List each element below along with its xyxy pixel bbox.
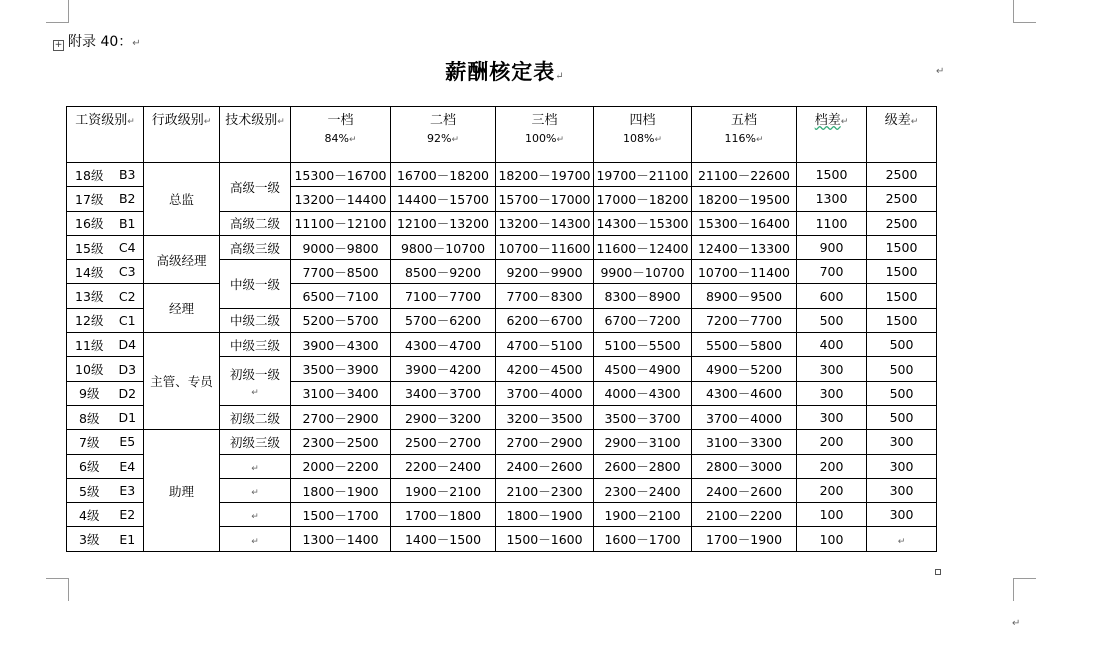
salary-level-cell: 12级: [67, 308, 112, 332]
step-diff-cell: 200: [797, 454, 867, 478]
grade-cell: 6700－7200: [594, 308, 692, 332]
level-diff-cell: ↵: [867, 527, 937, 551]
grade-cell: 2900－3100: [594, 430, 692, 454]
grade-cell: 15300－16400: [692, 211, 797, 235]
grade-cell: 1700－1800: [391, 503, 496, 527]
grade-cell: 7100－7700: [391, 284, 496, 308]
tech-level-cell: 初级一级 ↵: [220, 357, 291, 406]
grade-cell: 2500－2700: [391, 430, 496, 454]
grade-cell: 5500－5800: [692, 333, 797, 357]
level-code-cell: D3: [112, 357, 144, 381]
level-code-cell: E2: [112, 503, 144, 527]
crop-mark-top-right: [1013, 0, 1036, 23]
grade-cell: 2100－2300: [496, 478, 594, 502]
grade-cell: 5100－5500: [594, 333, 692, 357]
grade-cell: 7700－8500: [291, 260, 391, 284]
step-diff-cell: 400: [797, 333, 867, 357]
admin-level-cell: 经理: [144, 284, 220, 333]
grade-cell: 4200－4500: [496, 357, 594, 381]
salary-level-cell: 3级: [67, 527, 112, 551]
level-diff-cell: 1500: [867, 308, 937, 332]
salary-level-cell: 4级: [67, 503, 112, 527]
grade-cell: 14300－15300: [594, 211, 692, 235]
step-diff-cell: 900: [797, 235, 867, 259]
tech-level-cell: ↵: [220, 454, 291, 478]
header-grade-3: 三档 100%↵: [496, 107, 594, 163]
tech-level-cell: 中级三级: [220, 333, 291, 357]
level-code-cell: B2: [112, 187, 144, 211]
table-row: [67, 163, 937, 187]
crop-mark-bottom-left: [46, 578, 69, 601]
step-diff-cell: 200: [797, 478, 867, 502]
admin-level-cell: 高级经理: [144, 235, 220, 284]
grade-cell: 4900－5200: [692, 357, 797, 381]
level-diff-cell: 2500: [867, 187, 937, 211]
grade-cell: 1900－2100: [594, 503, 692, 527]
level-code-cell: B1: [112, 211, 144, 235]
tech-level-cell: ↵: [220, 478, 291, 502]
grade-cell: 11100－12100: [291, 211, 391, 235]
grade-cell: 2700－2900: [496, 430, 594, 454]
grade-cell: 3700－4000: [496, 381, 594, 405]
salary-level-cell: 15级: [67, 235, 112, 259]
grade-cell: 1800－1900: [496, 503, 594, 527]
header-tech-level: 技术级别↵: [220, 107, 291, 163]
level-diff-cell: 300: [867, 454, 937, 478]
level-code-cell: C1: [112, 308, 144, 332]
grade-cell: 2700－2900: [291, 405, 391, 429]
salary-level-cell: 14级: [67, 260, 112, 284]
table-resize-handle-icon[interactable]: [935, 569, 941, 575]
salary-level-cell: 13级: [67, 284, 112, 308]
level-diff-cell: 300: [867, 430, 937, 454]
level-diff-cell: 1500: [867, 284, 937, 308]
tech-level-cell: 中级二级: [220, 308, 291, 332]
header-salary-level: 工资级别↵: [67, 107, 144, 163]
grade-cell: 4300－4600: [692, 381, 797, 405]
admin-level-cell: 总监: [144, 163, 220, 236]
grade-cell: 13200－14400: [291, 187, 391, 211]
salary-table: [66, 106, 937, 552]
grade-cell: 12100－13200: [391, 211, 496, 235]
grade-cell: 4500－4900: [594, 357, 692, 381]
level-code-cell: C2: [112, 284, 144, 308]
salary-level-cell: 10级: [67, 357, 112, 381]
grade-cell: 6200－6700: [496, 308, 594, 332]
grade-cell: 1300－1400: [291, 527, 391, 551]
table-row: [67, 430, 937, 454]
salary-level-cell: 17级: [67, 187, 112, 211]
grade-cell: 1700－1900: [692, 527, 797, 551]
header-step-diff: 档差↵: [797, 107, 867, 163]
document-title: 薪酬核定表↵: [445, 59, 565, 84]
grade-cell: 21100－22600: [692, 163, 797, 187]
grade-cell: 3900－4200: [391, 357, 496, 381]
grade-cell: 4000－4300: [594, 381, 692, 405]
grade-cell: 8500－9200: [391, 260, 496, 284]
grade-cell: 3500－3700: [594, 405, 692, 429]
grade-cell: 3100－3300: [692, 430, 797, 454]
grade-cell: 1400－1500: [391, 527, 496, 551]
step-diff-cell: 1300: [797, 187, 867, 211]
header-level-diff: 级差↵: [867, 107, 937, 163]
header-grade-4: 四档 108%↵: [594, 107, 692, 163]
grade-cell: 7200－7700: [692, 308, 797, 332]
grade-cell: 15300－16700: [291, 163, 391, 187]
level-code-cell: B3: [112, 163, 144, 187]
grade-cell: 5200－5700: [291, 308, 391, 332]
grade-cell: 1900－2100: [391, 478, 496, 502]
tech-level-cell: ↵: [220, 527, 291, 551]
grade-cell: 9800－10700: [391, 235, 496, 259]
level-diff-cell: 300: [867, 478, 937, 502]
level-diff-cell: 300: [867, 503, 937, 527]
grade-cell: 2400－2600: [496, 454, 594, 478]
level-diff-cell: 1500: [867, 260, 937, 284]
level-code-cell: D1: [112, 405, 144, 429]
level-code-cell: E4: [112, 454, 144, 478]
admin-level-cell: 主管、专员: [144, 333, 220, 430]
grade-cell: 12400－13300: [692, 235, 797, 259]
table-move-handle-icon[interactable]: +: [54, 40, 63, 50]
step-diff-cell: 100: [797, 503, 867, 527]
step-diff-cell: 300: [797, 405, 867, 429]
table-row: [67, 333, 937, 357]
admin-level-cell: 助理: [144, 430, 220, 551]
table-header-row: [67, 107, 937, 163]
step-diff-cell: 500: [797, 308, 867, 332]
step-diff-cell: 700: [797, 260, 867, 284]
step-diff-cell: 200: [797, 430, 867, 454]
grade-cell: 7700－8300: [496, 284, 594, 308]
level-diff-cell: 500: [867, 405, 937, 429]
grade-cell: 3700－4000: [692, 405, 797, 429]
grade-cell: 16700－18200: [391, 163, 496, 187]
grade-cell: 18200－19500: [692, 187, 797, 211]
grade-cell: 9900－10700: [594, 260, 692, 284]
grade-cell: 4700－5100: [496, 333, 594, 357]
level-diff-cell: 2500: [867, 211, 937, 235]
grade-cell: 2100－2200: [692, 503, 797, 527]
level-diff-cell: 500: [867, 333, 937, 357]
step-diff-cell: 300: [797, 381, 867, 405]
appendix-label: 附录 40：↵: [68, 34, 141, 50]
grade-cell: 3400－3700: [391, 381, 496, 405]
step-diff-cell: 300: [797, 357, 867, 381]
header-grade-5: 五档 116%↵: [692, 107, 797, 163]
table-row: [67, 284, 937, 308]
grade-cell: 17000－18200: [594, 187, 692, 211]
grade-cell: 2200－2400: [391, 454, 496, 478]
header-grade-1: 一档 84%↵: [291, 107, 391, 163]
tech-level-cell: 高级二级: [220, 211, 291, 235]
level-code-cell: E5: [112, 430, 144, 454]
header-grade-2: 二档 92%↵: [391, 107, 496, 163]
grade-cell: 3500－3900: [291, 357, 391, 381]
level-diff-cell: 2500: [867, 163, 937, 187]
tech-level-cell: 中级一级: [220, 260, 291, 309]
tech-level-cell: 高级一级: [220, 163, 291, 212]
grade-cell: 1800－1900: [291, 478, 391, 502]
grade-cell: 3900－4300: [291, 333, 391, 357]
grade-cell: 10700－11600: [496, 235, 594, 259]
grade-cell: 6500－7100: [291, 284, 391, 308]
grade-cell: 2300－2400: [594, 478, 692, 502]
grade-cell: 5700－6200: [391, 308, 496, 332]
grade-cell: 13200－14300: [496, 211, 594, 235]
grade-cell: 9200－9900: [496, 260, 594, 284]
grade-cell: 11600－12400: [594, 235, 692, 259]
grade-cell: 3200－3500: [496, 405, 594, 429]
grade-cell: 1600－1700: [594, 527, 692, 551]
tech-level-cell: 初级三级: [220, 430, 291, 454]
grade-cell: 2400－2600: [692, 478, 797, 502]
step-diff-cell: 1500: [797, 163, 867, 187]
level-diff-cell: 500: [867, 357, 937, 381]
level-code-cell: D2: [112, 381, 144, 405]
grade-cell: 19700－21100: [594, 163, 692, 187]
level-code-cell: C3: [112, 260, 144, 284]
step-diff-cell: 1100: [797, 211, 867, 235]
tech-level-cell: 初级二级: [220, 405, 291, 429]
header-admin-level: 行政级别↵: [144, 107, 220, 163]
salary-level-cell: 7级: [67, 430, 112, 454]
grade-cell: 8300－8900: [594, 284, 692, 308]
grade-cell: 4300－4700: [391, 333, 496, 357]
step-diff-cell: 100: [797, 527, 867, 551]
level-code-cell: D4: [112, 333, 144, 357]
grade-cell: 3100－3400: [291, 381, 391, 405]
level-code-cell: E3: [112, 478, 144, 502]
salary-level-cell: 5级: [67, 478, 112, 502]
grade-cell: 2800－3000: [692, 454, 797, 478]
grade-cell: 2600－2800: [594, 454, 692, 478]
grade-cell: 10700－11400: [692, 260, 797, 284]
grade-cell: 9000－9800: [291, 235, 391, 259]
crop-mark-top-left: [46, 0, 69, 23]
level-code-cell: C4: [112, 235, 144, 259]
salary-level-cell: 18级: [67, 163, 112, 187]
paragraph-mark-icon: ↵: [1012, 618, 1021, 629]
step-diff-cell: 600: [797, 284, 867, 308]
grade-cell: 15700－17000: [496, 187, 594, 211]
crop-mark-bottom-right: [1013, 578, 1036, 601]
tech-level-cell: ↵: [220, 503, 291, 527]
tech-level-cell: 高级三级: [220, 235, 291, 259]
salary-level-cell: 11级: [67, 333, 112, 357]
level-diff-cell: 1500: [867, 235, 937, 259]
grade-cell: 14400－15700: [391, 187, 496, 211]
level-diff-cell: 500: [867, 381, 937, 405]
grade-cell: 18200－19700: [496, 163, 594, 187]
salary-level-cell: 16级: [67, 211, 112, 235]
level-code-cell: E1: [112, 527, 144, 551]
grade-cell: 2000－2200: [291, 454, 391, 478]
grade-cell: 2300－2500: [291, 430, 391, 454]
salary-level-cell: 8级: [67, 405, 112, 429]
table-row: [67, 235, 937, 259]
grade-cell: 1500－1700: [291, 503, 391, 527]
paragraph-mark-icon: ↵: [936, 66, 945, 77]
salary-level-cell: 9级: [67, 381, 112, 405]
grade-cell: 8900－9500: [692, 284, 797, 308]
grade-cell: 1500－1600: [496, 527, 594, 551]
salary-level-cell: 6级: [67, 454, 112, 478]
grade-cell: 2900－3200: [391, 405, 496, 429]
